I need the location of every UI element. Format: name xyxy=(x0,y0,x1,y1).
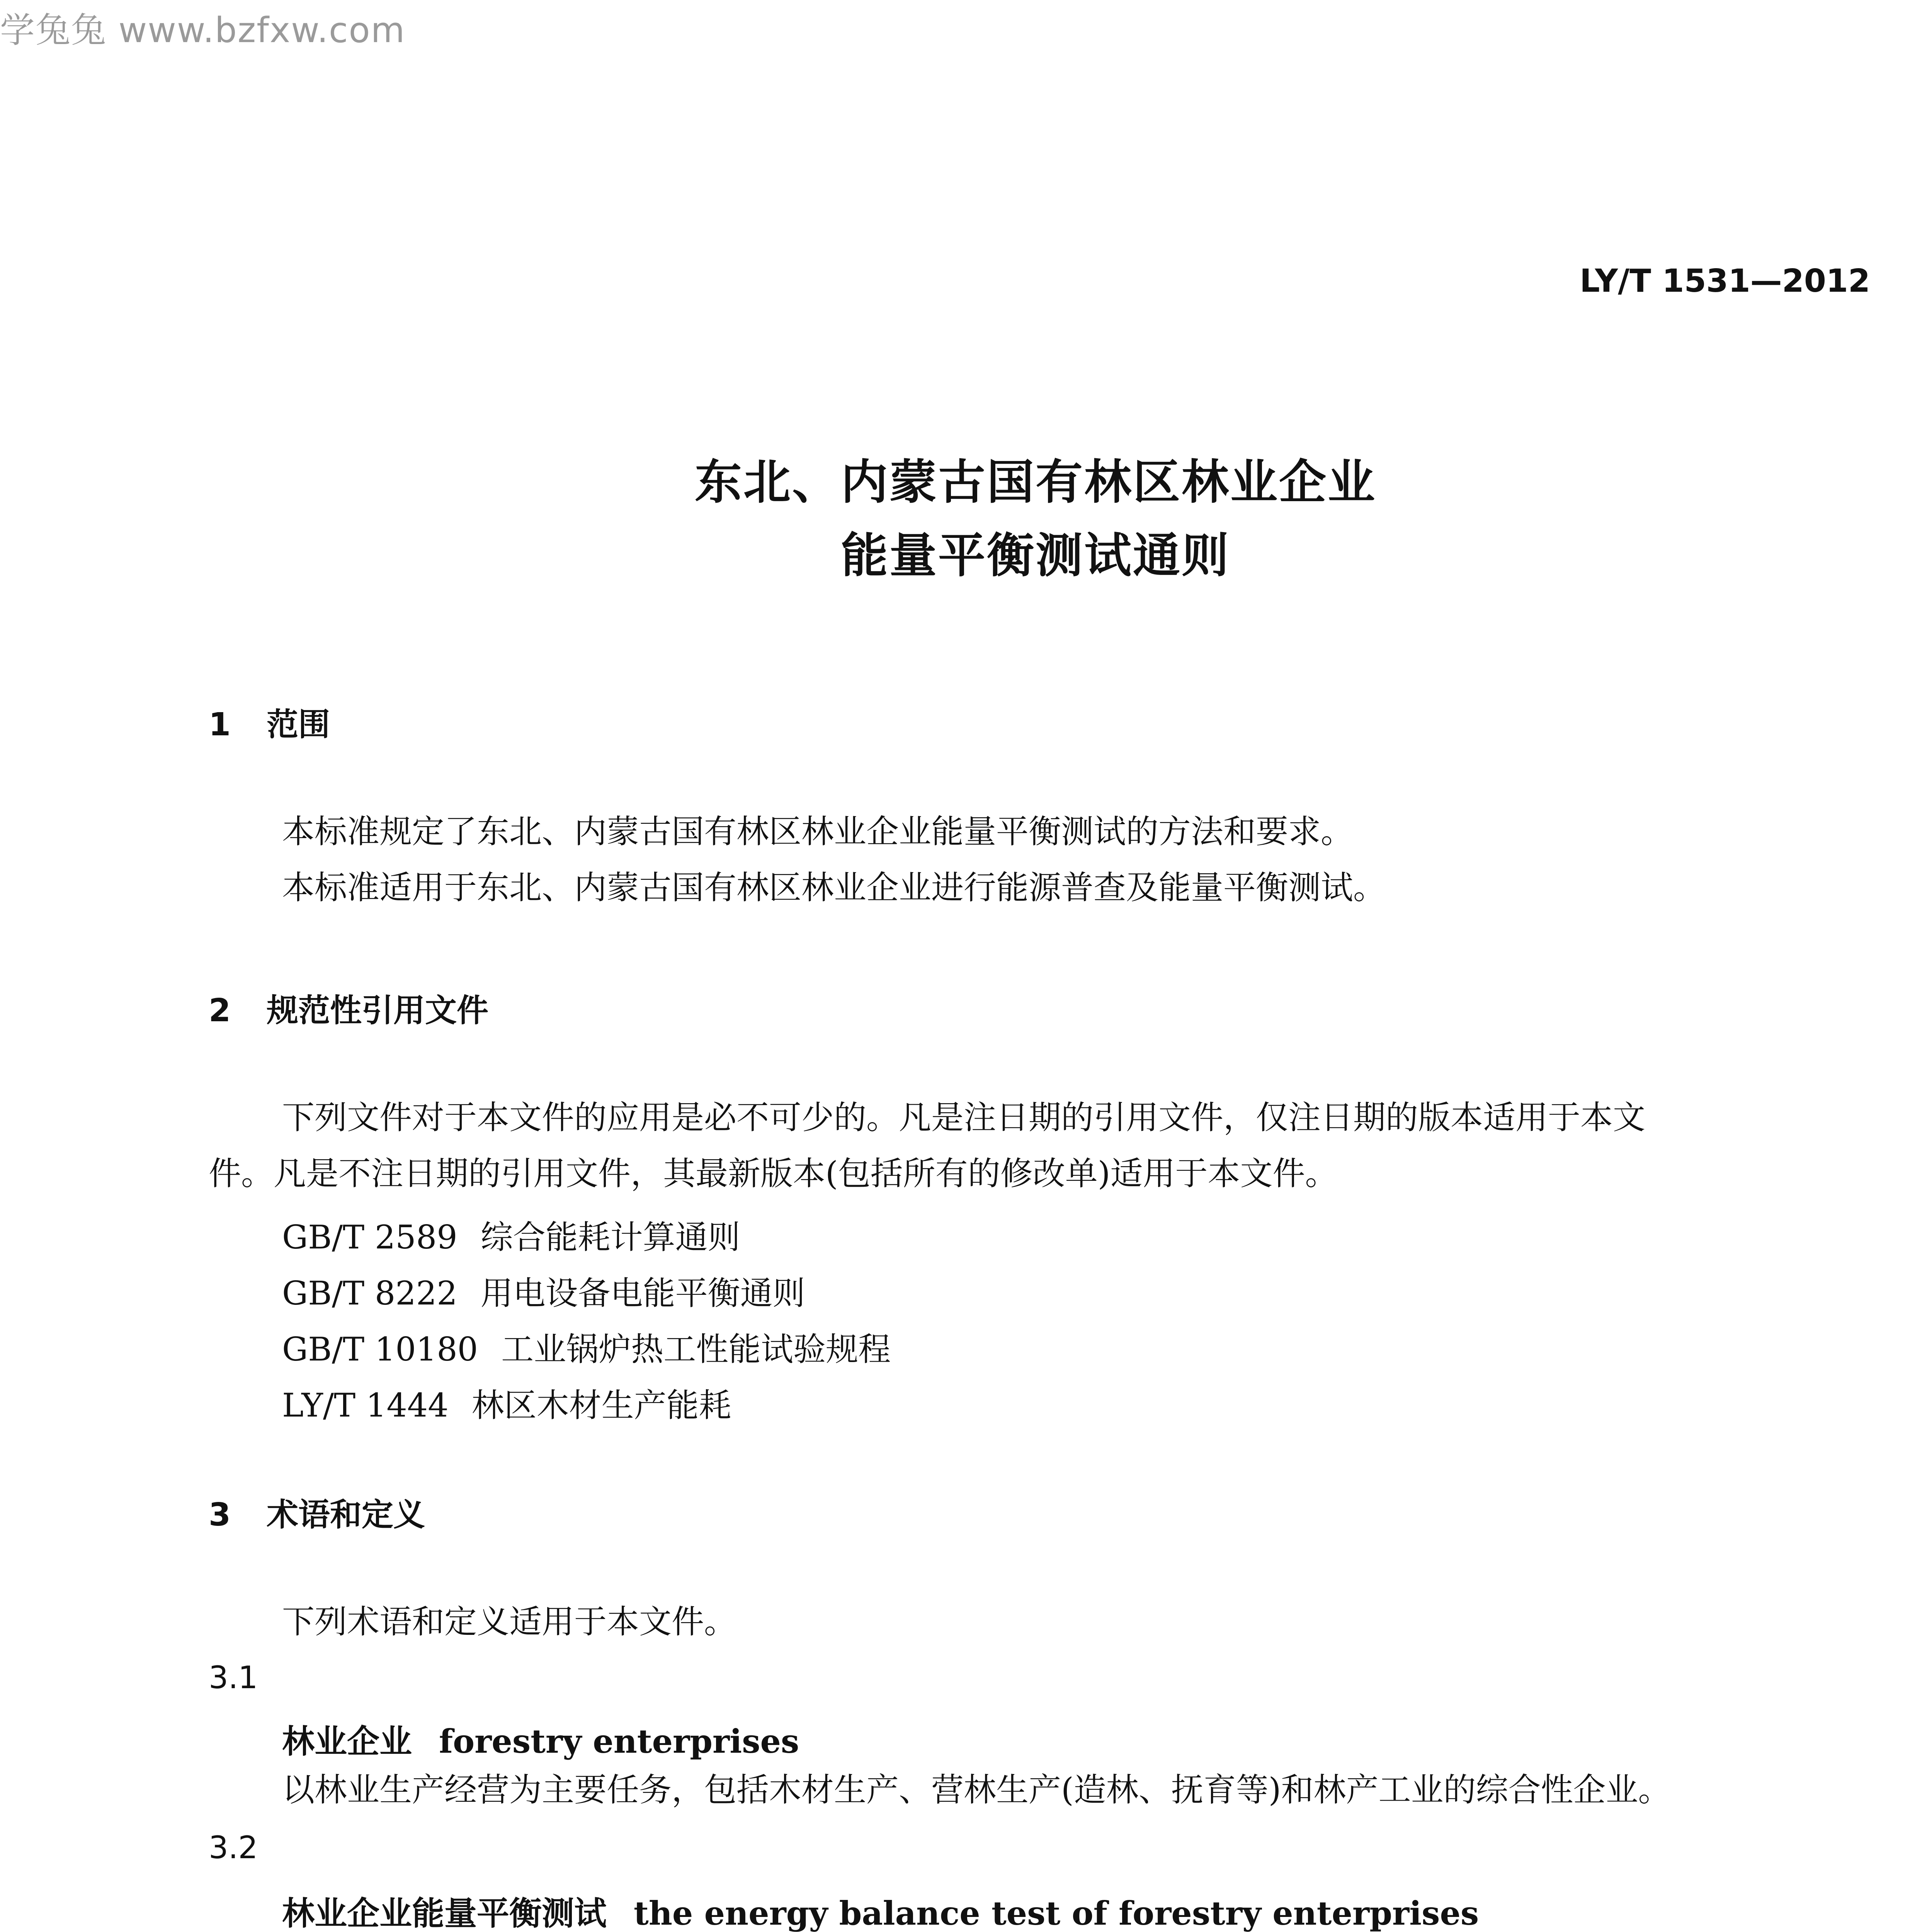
reference-title: 工业锅炉热工性能试验规程 xyxy=(501,1330,891,1368)
document-title-line1: 东北、内蒙古国有林区林业企业 xyxy=(695,455,1376,510)
reference-code: GB/T 2589 xyxy=(282,1218,457,1256)
clause-number: 3.1 xyxy=(209,1660,258,1696)
reference-title: 综合能耗计算通则 xyxy=(480,1218,740,1256)
reference-code: GB/T 10180 xyxy=(282,1330,478,1368)
term-chinese: 林业企业能量平衡测试 xyxy=(282,1895,607,1932)
section-number: 3 xyxy=(209,1497,231,1533)
term-definition: 以林业生产经营为主要任务，包括木材生产、营林生产(造林、抚育等)和林产工业的综合性企业。 xyxy=(282,1771,1671,1809)
document-title-line2: 能量平衡测试通则 xyxy=(841,528,1230,583)
section-number: 2 xyxy=(209,992,231,1029)
clause-number: 3.2 xyxy=(209,1830,258,1866)
reference-code: LY/T 1444 xyxy=(282,1386,449,1424)
normative-reference xyxy=(282,1379,731,1426)
normative-reference xyxy=(282,1211,740,1258)
term-entry xyxy=(282,1716,799,1762)
normative-reference xyxy=(282,1323,891,1370)
paragraph: 下列文件对于本文件的应用是必不可少的。凡是注日期的引用文件，仅注日期的版本适用于本文 xyxy=(282,1099,1646,1136)
reference-title: 林区木材生产能耗 xyxy=(471,1386,731,1424)
paragraph: 件。凡是不注日期的引用文件，其最新版本(包括所有的修改单)适用于本文件。 xyxy=(209,1155,1338,1192)
section-title: 规范性引用文件 xyxy=(267,992,489,1029)
term-chinese: 林业企业 xyxy=(282,1723,412,1760)
watermark: 学兔兔 www.bzfxw.com xyxy=(0,10,406,51)
paragraph: 本标准适用于东北、内蒙古国有林区林业企业进行能源普查及能量平衡测试。 xyxy=(282,869,1386,906)
normative-reference xyxy=(282,1267,805,1314)
paragraph: 下列术语和定义适用于本文件。 xyxy=(282,1603,737,1641)
reference-title: 用电设备电能平衡通则 xyxy=(480,1274,805,1312)
standard-code: LY/T 1531—2012 xyxy=(1580,263,1870,299)
section-title: 范围 xyxy=(267,706,330,743)
section-2-heading xyxy=(209,985,488,1031)
section-1-heading xyxy=(209,699,330,745)
paragraph: 本标准规定了东北、内蒙古国有林区林业企业能量平衡测试的方法和要求。 xyxy=(282,813,1354,850)
section-3-heading xyxy=(209,1490,425,1535)
term-entry xyxy=(282,1888,1479,1932)
term-english: forestry enterprises xyxy=(439,1722,799,1760)
reference-code: GB/T 8222 xyxy=(282,1274,457,1312)
section-title: 术语和定义 xyxy=(267,1497,425,1533)
term-english: the energy balance test of forestry enterprises xyxy=(634,1894,1479,1932)
section-number: 1 xyxy=(209,706,231,743)
